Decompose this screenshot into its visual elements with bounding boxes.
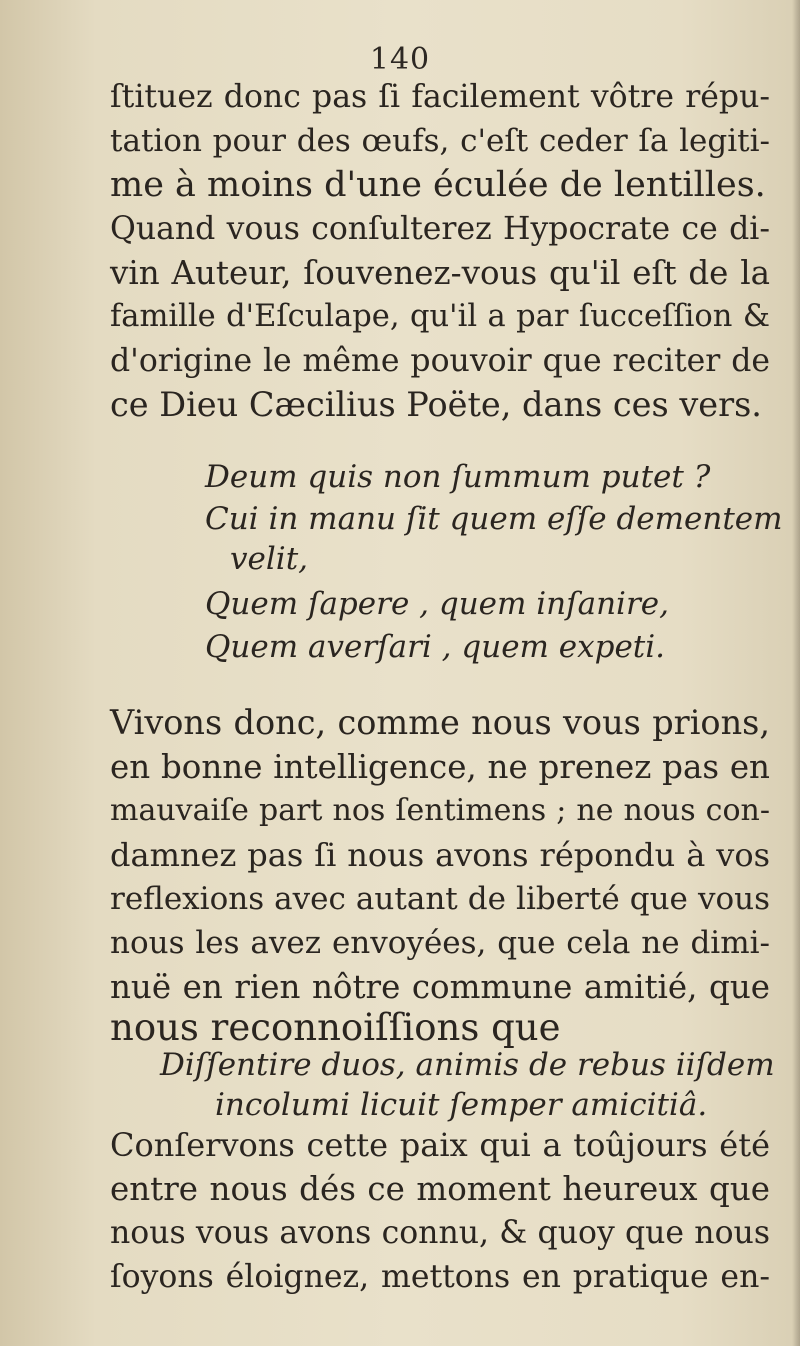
verse-line: Deum quis non ſummum putet ? — [205, 459, 711, 495]
text-line: me à moins d'une éculée de lentilles. — [110, 165, 766, 205]
text-line: Quand vous conſulterez Hypocrate ce di- — [110, 211, 770, 247]
text-line: vin Auteur, ſouvenez-vous qu'il eſt de la — [110, 254, 770, 292]
text-line: mauvaiſe part nos ſentimens ; ne nous con- — [110, 793, 770, 828]
verse-line: Quem averſari , quem expeti. — [205, 629, 666, 665]
text-line: nous vous avons connu, & quoy que nous — [110, 1215, 770, 1251]
verse-line: incolumi licuit ſemper amicitiâ. — [215, 1087, 708, 1123]
text-line: Vivons donc, comme nous vous prions, — [110, 703, 770, 742]
text-line: d'origine le même pouvoir que reciter de — [110, 343, 770, 379]
text-line: reflexions avec autant de liberté que vous — [110, 881, 770, 917]
text-line: ce Dieu Cæcilius Poëte, dans ces vers. — [110, 385, 762, 424]
text-line: nous les avez envoyées, que cela ne dimi- — [110, 925, 770, 961]
text-line: en bonne intelligence, ne prenez pas en — [110, 748, 770, 786]
text-line: ſoyons éloignez, mettons en pratique en- — [110, 1259, 770, 1295]
verse-line: Diſſentire duos, animis de rebus iiſdem — [160, 1047, 775, 1083]
verse-line: Quem ſapere , quem inſanire, — [205, 586, 669, 622]
text-line: damnez pas ſi nous avons répondu à vos — [110, 836, 770, 874]
text-line: famille d'Eſculape, qu'il a par ſucceſſion & — [110, 299, 770, 334]
text-line: tation pour des œufs, c'eſt ceder ſa legiti- — [110, 123, 770, 159]
text-line: entre nous dés ce moment heureux que — [110, 1170, 770, 1208]
page-number: 140 — [369, 42, 431, 77]
text-line: nous reconnoiſſions que — [110, 1006, 561, 1049]
text-line: nuë en rien nôtre commune amitié, que — [110, 968, 770, 1006]
text-line: Conſervons cette paix qui a toûjours été — [110, 1126, 770, 1164]
verse-line: velit, — [230, 541, 308, 577]
text-line: ſtituez donc pas ſi facilement vôtre répu- — [110, 79, 770, 115]
verse-line: Cui in manu ſit quem eſſe dementem — [205, 501, 783, 537]
